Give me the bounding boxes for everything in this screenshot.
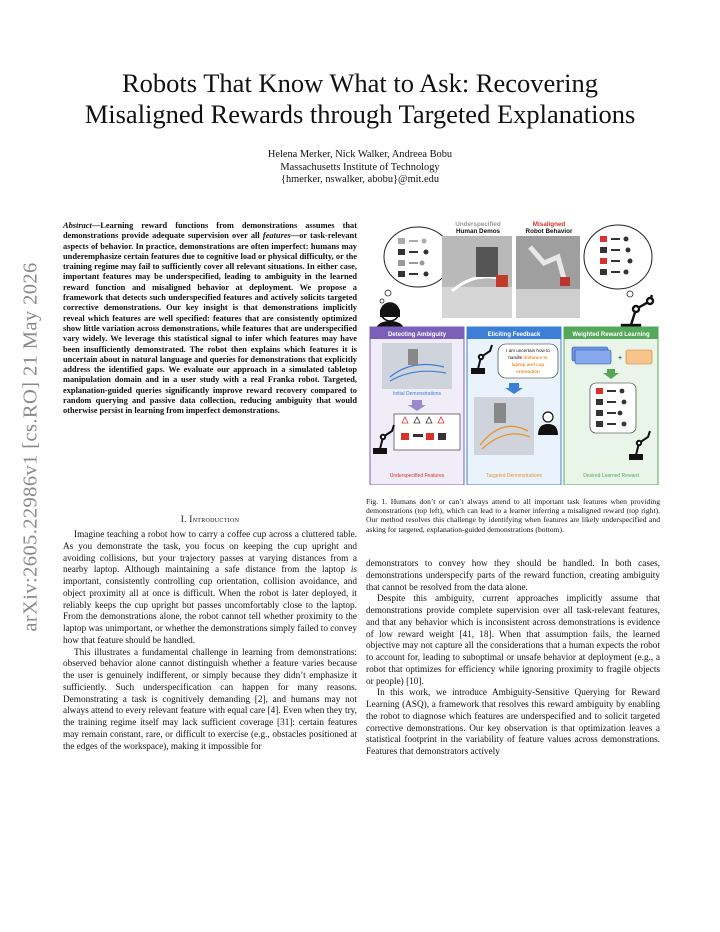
svg-text:I am uncertain how to: I am uncertain how to <box>506 348 550 353</box>
thought-bubble-robot <box>584 225 652 297</box>
intro-paragraph-2: This illustrates a fundamental challenge in learning from demonstrations: observed behavior alone cannot distinguish whether a feature varies because the user is genuinely indifferent, or simply because they didn’t emphasize it sufficiently. Such underspecification can happen for many reasons. Demonstrating a task is cognitively demanding [2], and humans may not always attend to every relevant feature with equal care [4]. Even when they try, the training regime itself may lack sufficient coverage [31]: certain features may remain constant, rare, or difficult to exercise (e.g., obstacles positioned at the edges of the workspace), making it impossible for <box>63 647 357 752</box>
panel-weighted-reward-learning <box>564 327 658 485</box>
svg-text:orientation: orientation <box>516 369 540 374</box>
panel1-footer: Underspecified Features <box>389 473 445 479</box>
panel-eliciting-feedback <box>467 327 561 485</box>
panel2-title: Eliciting Feedback <box>487 332 541 338</box>
right-paragraph-2: Despite this ambiguity, current approaches implicitly assume that demonstrations provide complete supervision over all task-relevant features, and that any behavior which is inconsistent across demonstrations is evidence of low reward weight [41, 18]. When that assumption fails, the learned objective may not capture all the considerations that a human expects the robot to account for, leading to suboptimal or unsafe behavior at deployment (e.g., a robot that optimizes for efficiency while ignoring proximity to fragile objects or people) [10]. <box>366 594 660 687</box>
intro-paragraph-1: Imagine teaching a robot how to carry a coffee cup across a cluttered table. As you demonstrate the task, you focus on keeping the cup upright and avoiding collisions, but your trajectory passes at varying distances from a nearby laptop. Although maintaining a safe distance from the laptop is important, consistently controlling cup orientation, collision avoidance, and object proximity all at once is difficult. When the robot is later deployed, it reliably keeps the cup upright but passes uncomfortably close to the laptop. From the demonstrations alone, the robot cannot tell whether proximity to the laptop was unimportant, or whether the demonstrations simply failed to convey how that feature should be handled. <box>63 530 357 646</box>
figure-1 <box>368 217 660 485</box>
abstract: Abstract—Learning reward functions from demonstrations assumes that demonstrations provide adequate supervision over all features—or task-relevant aspects of behavior. In practice, demonstrations are often imperfect: humans may underemphasize certain features due to cognitive load or physical difficulty, or the training regime may fail to sufficiently cover all relevant situations. In either case, important features may be underspecified, leading to ambiguity in the learned reward function and misaligned behavior at deployment. We propose a framework that detects such underspecified features and actively solicits targeted corrective demonstrations. Our key insight is that demonstrations implicitly reveal which features are well specified: features that are consistently optimized show little variation across demonstrations, while features that are underspecified vary widely. We leverage this statistical signal to infer which features may have been insufficiently demonstrated. The robot then explains which features it is uncertain about in natural language and queries for demonstrations that explicitly address the identified gaps. We evaluate our approach in a simulated tabletop manipulation domain and in a user study with a real Franka robot. Targeted, explanation-guided queries significantly improve reward recovery compared to random querying and passive data collection, reducing ambiguity that would otherwise persist in learning from imperfect demonstrations. <box>63 221 357 416</box>
intro-left-column <box>63 530 357 753</box>
panel3-title: Weighted Reward Learning <box>572 332 650 338</box>
panel1-title: Detecting Ambiguity <box>387 332 447 338</box>
abstract-label: Abstract <box>63 221 92 230</box>
right-paragraph-1: demonstrators to convey how they should be handled. In both cases, demonstrations underspecify parts of the reward function, creating ambiguity that cannot be resolved from the data alone. <box>366 559 660 593</box>
title-line-1: Robots That Know What to Ask: Recovering <box>122 68 598 98</box>
robot-arm-icon <box>622 295 653 330</box>
svg-text:laptop and cup: laptop and cup <box>511 362 545 367</box>
arxiv-watermark: arXiv:2605.22986v1 [cs.RO] 21 May 2026 <box>19 262 42 632</box>
panel-detecting-ambiguity <box>370 327 464 485</box>
panel3-footer: Desired Learned Reward <box>583 473 639 479</box>
panel2-footer: Targeted Demonstrations <box>486 473 542 479</box>
author-block <box>0 149 720 187</box>
svg-text:handle distance to: handle distance to <box>508 355 548 360</box>
figure-caption: Fig. 1. Humans don’t or can’t always attend to all important task features when providing demonstrations (top left), which can lead to a learner inferring a misaligned reward (top right). Our method resolves this challenge by identifying when features are likely underspecified and asking for targeted, explanation-guided demonstrations (bottom). <box>366 497 660 534</box>
emails: {hmerker, nswalker, abobu}@mit.edu <box>280 174 440 185</box>
label-underspecified: Underspecified <box>455 221 501 228</box>
authors: Helena Merker, Nick Walker, Andreea Bobu <box>267 149 453 160</box>
intro-right-column <box>366 559 660 759</box>
svg-text:+: + <box>618 355 623 362</box>
panel1-subtitle: Initial Demonstrations <box>392 391 442 397</box>
label-human-demos: Human Demos <box>455 228 501 235</box>
affiliation: Massachusetts Institute of Technology <box>280 161 440 173</box>
title-line-2: Misaligned Rewards through Targeted Explanations <box>84 99 636 129</box>
right-paragraph-3: In this work, we introduce Ambiguity-Sensitive Querying for Reward Learning (ASQ), a framework that resolves this reward ambiguity by enabling the robot to diagnose which features are underspecified and to solicit targeted corrective demonstrations. Our key observation is that optimization leaves a statistical footprint in the variability of feature values across demonstrations. Features that demonstrators actively <box>366 688 660 757</box>
paper-title <box>54 68 666 130</box>
label-robot-behavior: Robot Behavior <box>525 228 573 235</box>
section-heading: I. Introduction <box>180 514 240 524</box>
thought-bubble-human <box>380 227 452 303</box>
label-misaligned: Misaligned <box>532 221 566 228</box>
